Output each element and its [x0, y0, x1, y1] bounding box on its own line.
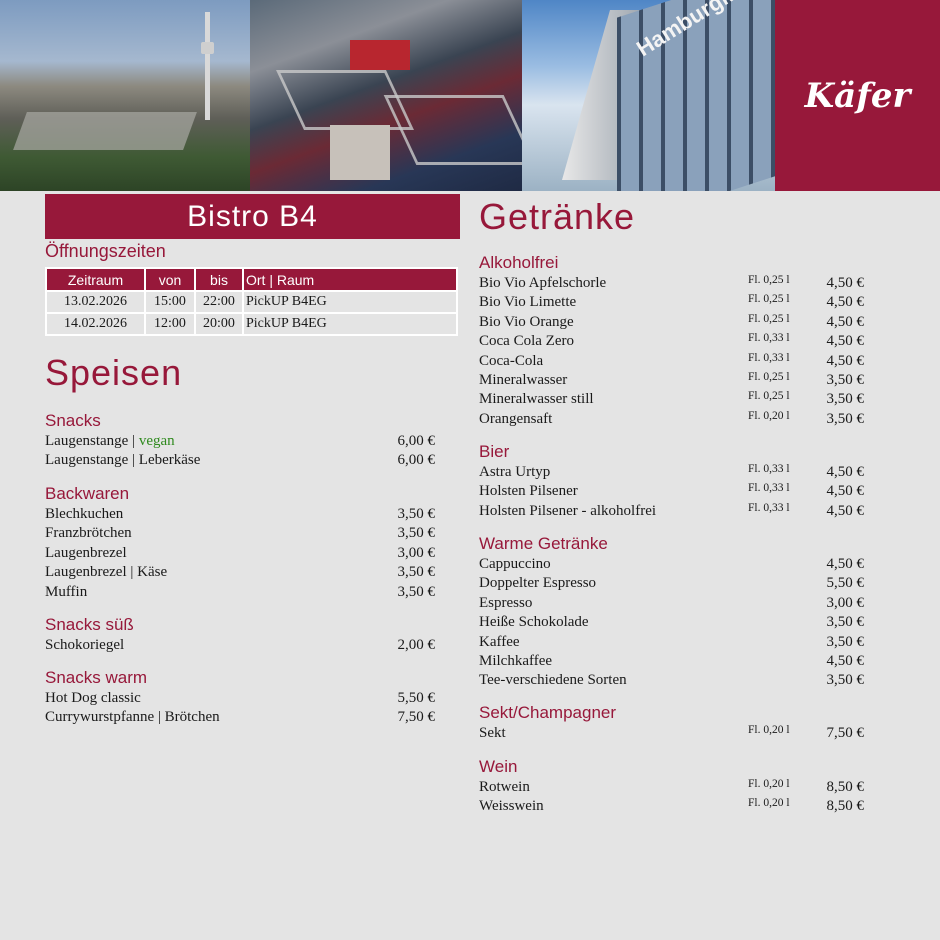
column-header: bis [195, 268, 243, 291]
vegan-tag: vegan [138, 433, 175, 449]
brand-logo-box [775, 0, 940, 191]
item-name: Milchkaffee [479, 652, 553, 669]
item-price: 5,50 € [826, 575, 864, 592]
item-size: Fl. 0,20 l [748, 724, 790, 736]
item-price: 8,50 € [826, 779, 864, 795]
item-name: Weisswein [479, 798, 544, 815]
menu-item [479, 482, 864, 501]
exhibition-hall-photo [250, 0, 522, 191]
column-header: Zeitraum [46, 268, 145, 291]
drinks-heading: Getränke [479, 196, 636, 237]
section-title: Snacks warm [45, 668, 148, 687]
section-title: Alkoholfrei [479, 253, 559, 272]
section-title: Sekt/Champagner [479, 703, 617, 722]
table-cell: PickUP B4EG [243, 313, 457, 335]
menu-item [45, 563, 435, 582]
table-row [46, 313, 457, 335]
table-cell: 22:00 [195, 291, 243, 313]
item-name: Astra Urtyp [479, 464, 551, 480]
menu-section-bier [479, 441, 864, 521]
menu-item [479, 352, 864, 371]
menu-item [45, 505, 435, 524]
item-price: 4,50 € [826, 294, 864, 311]
item-price: 4,50 € [826, 464, 864, 480]
item-size: Fl. 0,25 l [748, 390, 790, 403]
item-price: 4,50 € [826, 333, 864, 350]
item-name: Bio Vio Orange [479, 313, 574, 330]
brand-logo: Käfer [804, 75, 911, 116]
item-name: Mineralwasser still [479, 391, 594, 408]
item-name: Espresso [479, 594, 533, 611]
table-cell: 13.02.2026 [46, 291, 145, 313]
item-name: Schokoriegel [45, 637, 125, 653]
item-size: Fl. 0,33 l [748, 501, 790, 514]
section-title: Bier [479, 442, 510, 461]
item-name: Laugenstange | Leberkäse [45, 452, 201, 469]
section-title: Snacks [45, 411, 101, 430]
menu-section-snacks-suess [45, 614, 435, 655]
section-title: Snacks süß [45, 615, 134, 634]
item-name: Heiße Schokolade [479, 614, 589, 631]
item-price: 7,50 € [826, 725, 864, 741]
item-price: 3,50 € [826, 391, 864, 408]
menu-item [479, 671, 864, 690]
menu-section-snacks-warm [45, 667, 435, 728]
item-size: Fl. 0,25 l [748, 274, 790, 286]
item-price: 3,50 € [397, 525, 435, 542]
item-name: Bio Vio Apfelschorle [479, 275, 607, 291]
item-price: 4,50 € [826, 483, 864, 500]
table-cell: 20:00 [195, 313, 243, 335]
item-name: Kaffee [479, 633, 520, 650]
header-banner [0, 0, 940, 191]
item-size: Fl. 0,20 l [748, 778, 790, 790]
menu-item [479, 371, 864, 390]
item-price: 3,00 € [826, 594, 864, 611]
item-name: Muffin [45, 583, 88, 600]
food-heading: Speisen [45, 352, 183, 393]
menu-item [479, 390, 864, 409]
item-price: 2,00 € [397, 637, 435, 653]
menu-item [479, 463, 864, 482]
item-price: 3,50 € [397, 564, 435, 581]
item-price: 8,50 € [826, 798, 864, 815]
item-name: Holsten Pilsener - alkoholfrei [479, 502, 657, 519]
menu-section-wein [479, 756, 864, 817]
menu-item [479, 293, 864, 312]
item-name: Blechkuchen [45, 506, 124, 522]
menu-item [479, 274, 864, 293]
menu-section-alkoholfrei [479, 252, 864, 429]
item-price: 4,50 € [826, 556, 864, 572]
menu-item [479, 332, 864, 351]
item-size: Fl. 0,25 l [748, 293, 790, 306]
item-name: Currywurstpfanne | Brötchen [45, 709, 220, 726]
menu-item [479, 410, 864, 429]
column-header: Ort | Raum [243, 268, 457, 291]
menu-item [479, 633, 864, 652]
item-price: 5,50 € [397, 690, 435, 706]
item-price: 3,50 € [397, 506, 435, 522]
menu-item [479, 594, 864, 613]
city-skyline-photo [0, 0, 250, 191]
item-name: Coca Cola Zero [479, 333, 574, 350]
item-price: 3,50 € [826, 410, 864, 427]
item-name: Orangensaft [479, 410, 553, 427]
item-size: Fl. 0,25 l [748, 370, 790, 383]
item-price: 6,00 € [397, 433, 435, 449]
item-name: Laugenbrezel [45, 544, 127, 561]
item-price: 3,00 € [397, 544, 435, 561]
page-title: Bistro B4 [45, 194, 460, 239]
menu-item [45, 636, 435, 655]
item-size: Fl. 0,20 l [748, 409, 790, 422]
item-size: Fl. 0,33 l [748, 351, 790, 364]
menu-item [45, 583, 435, 602]
menu-item [45, 524, 435, 543]
item-name: Sekt [479, 725, 506, 741]
item-name: Holsten Pilsener [479, 483, 578, 500]
menu-item [479, 778, 864, 797]
item-name: Laugenbrezel | Käse [45, 564, 168, 581]
item-price: 3,50 € [826, 371, 864, 388]
table-cell: 14.02.2026 [46, 313, 145, 335]
menu-item [479, 724, 864, 743]
item-size: Fl. 0,33 l [748, 482, 790, 495]
item-price: 6,00 € [397, 452, 435, 469]
item-price: 3,50 € [826, 633, 864, 650]
menu-item [479, 313, 864, 332]
item-name: Laugenstange | [45, 433, 136, 449]
item-size: Fl. 0,25 l [748, 312, 790, 325]
item-price: 3,50 € [826, 672, 864, 689]
menu-section-sekt [479, 702, 864, 743]
item-name: Mineralwasser [479, 371, 568, 388]
menu-section-warme-getraenke [479, 533, 864, 691]
section-title: Warme Getränke [479, 534, 608, 553]
item-name: Franzbrötchen [45, 525, 132, 542]
item-price: 4,50 € [826, 652, 864, 669]
item-name: Bio Vio Limette [479, 294, 577, 311]
item-price: 7,50 € [397, 709, 435, 726]
item-name: Tee-verschiedene Sorten [479, 672, 627, 689]
menu-item [45, 432, 435, 451]
menu-item [479, 652, 864, 671]
item-size: Fl. 0,33 l [748, 332, 790, 345]
opening-hours-table [45, 267, 458, 336]
item-price: 3,50 € [826, 614, 864, 631]
menu-section-snacks [45, 410, 435, 471]
messe-building-photo [522, 0, 775, 191]
column-header: von [145, 268, 195, 291]
table-cell: 15:00 [145, 291, 195, 313]
table-header-row [46, 268, 457, 291]
item-name: Cappuccino [479, 556, 551, 572]
item-price: 4,50 € [826, 502, 864, 519]
item-name: Rotwein [479, 779, 530, 795]
section-title: Wein [479, 757, 518, 776]
item-price: 4,50 € [826, 313, 864, 330]
table-cell: PickUP B4EG [243, 291, 457, 313]
menu-item [479, 574, 864, 593]
menu-item [479, 502, 864, 521]
menu-item [479, 797, 864, 816]
section-title: Backwaren [45, 484, 130, 503]
menu-item [45, 451, 435, 470]
item-name: Doppelter Espresso [479, 575, 597, 592]
item-name: Hot Dog classic [45, 690, 141, 706]
item-price: 3,50 € [397, 583, 435, 600]
item-price: 4,50 € [826, 275, 864, 291]
item-size: Fl. 0,20 l [748, 797, 790, 810]
table-cell: 12:00 [145, 313, 195, 335]
item-price: 4,50 € [826, 352, 864, 369]
opening-hours-heading: Öffnungszeiten [45, 241, 166, 261]
menu-section-backwaren [45, 483, 435, 602]
menu-item [45, 544, 435, 563]
menu-item [45, 689, 435, 708]
item-size: Fl. 0,33 l [748, 463, 790, 475]
menu-item [479, 555, 864, 574]
menu-item [45, 708, 435, 727]
item-name: Coca-Cola [479, 352, 544, 369]
menu-item [479, 613, 864, 632]
table-row [46, 291, 457, 313]
